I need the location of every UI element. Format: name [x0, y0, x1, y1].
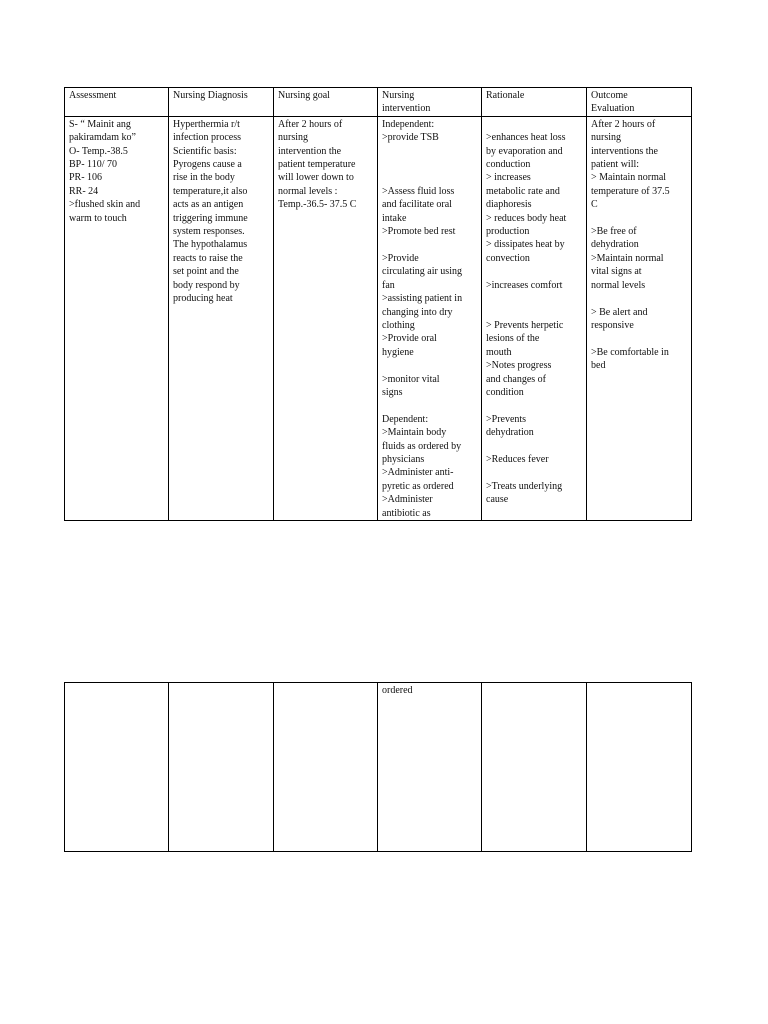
cell-text-line: dehydration	[486, 427, 534, 439]
cell-text-line: condition	[486, 386, 524, 398]
cell-text-line: fluids as ordered by	[382, 440, 462, 452]
cell-text-line: >Be comfortable in	[591, 346, 669, 358]
cell-text-line: system responses.	[173, 226, 245, 238]
cell-text-line: After 2 hours of	[278, 118, 343, 130]
cell-text-line: PR- 106	[69, 172, 103, 184]
cell-text-line: >Assess fluid loss	[382, 185, 455, 197]
cell-text-line: >Provide oral	[382, 333, 437, 345]
cell-text-line: > Maintain normal	[591, 172, 667, 184]
cell-text-line: mouth	[486, 346, 512, 358]
cell-text-line: pyretic as ordered	[382, 480, 454, 492]
cell-text-line: temperature,it also	[173, 185, 248, 197]
cell-text-line: hygiene	[382, 346, 414, 358]
cell-text-line	[591, 292, 687, 305]
cell-text-line	[591, 212, 687, 225]
cell-text-line: >Be free of	[591, 226, 637, 238]
cell-text-line: dehydration	[591, 239, 639, 251]
cell-text-line: infection process	[173, 132, 242, 144]
cell-text-line: patient will:	[591, 159, 640, 171]
header-nursing-goal: Nursing goal	[274, 88, 378, 117]
cell-text-line: >Treats underlying	[486, 480, 563, 492]
header-nursing-diagnosis: Nursing Diagnosis	[169, 88, 274, 117]
nursing-goal-cell	[274, 683, 378, 852]
cell-text-line: >Administer	[382, 494, 433, 506]
cell-text-line: > increases	[486, 172, 531, 184]
nursing-diagnosis-cell	[169, 683, 274, 852]
nursing-care-plan-continuation-table	[64, 682, 692, 852]
cell-text-line: clothing	[382, 319, 415, 331]
cell-text-line: BP- 110/ 70	[69, 159, 117, 171]
cell-text-line: will lower down to	[278, 172, 354, 184]
cell-text-line: >monitor vital	[382, 373, 440, 385]
cell-text-line: Pyrogens cause a	[173, 159, 242, 171]
nursing-care-plan-table	[64, 87, 692, 521]
cell-text-line: > Be alert and	[591, 306, 648, 318]
cell-text-line: >Maintain normal	[591, 252, 664, 264]
cell-text-line: producing heat	[173, 293, 233, 305]
cell-text-line: conduction	[486, 159, 531, 171]
cell-text-line: lesions of the	[486, 333, 540, 345]
cell-text-line: Temp.-36.5- 37.5 C	[278, 199, 357, 211]
cell-text-line: body respond by	[173, 279, 240, 291]
cell-text-line: >provide TSB	[382, 132, 439, 144]
cell-text-line: acts as an antigen	[173, 199, 244, 211]
cell-text-line: signs	[382, 386, 403, 398]
cell-text-line	[382, 171, 477, 184]
header-row	[65, 88, 692, 117]
cell-text-line: > Prevents herpetic	[486, 319, 564, 331]
cell-text-line: >Provide	[382, 252, 419, 264]
cell-text-line: cause	[486, 494, 509, 506]
cell-text-line: C	[591, 199, 598, 211]
cell-text-line: The hypothalamus	[173, 239, 248, 251]
cell-text-line: Scientific basis:	[173, 145, 237, 157]
nursing-intervention-cell	[378, 116, 482, 520]
rationale-cell	[482, 683, 587, 852]
cell-text-line: normal levels :	[278, 185, 338, 197]
cell-text-line: Hyperthermia r/t	[173, 118, 240, 130]
cell-text-line	[591, 332, 687, 345]
cell-text-line: changing into dry	[382, 306, 453, 318]
cell-text-line: ordered	[382, 685, 413, 696]
cell-text-line: >assisting patient in	[382, 293, 463, 305]
cell-text-line: RR- 24	[69, 185, 99, 197]
table-row	[65, 116, 692, 520]
cell-text-line: temperature of 37.5	[591, 185, 670, 197]
cell-text-line: >Maintain body	[382, 427, 447, 439]
cell-text-line	[382, 158, 477, 171]
cell-text-line	[486, 466, 582, 479]
table-row	[65, 683, 692, 852]
cell-text-line: S- “ Mainit ang	[69, 118, 131, 130]
cell-text-line: convection	[486, 252, 530, 264]
cell-text-line: Independent:	[382, 118, 435, 130]
cell-text-line: physicians	[382, 453, 425, 465]
cell-text-line: Dependent:	[382, 413, 429, 425]
assessment-cell	[65, 683, 169, 852]
cell-text-line	[486, 399, 582, 412]
cell-text-line: and changes of	[486, 373, 546, 385]
cell-text-line: metabolic rate and	[486, 185, 560, 197]
cell-text-line: >Prevents	[486, 413, 527, 425]
cell-text-line: > reduces body heat	[486, 212, 567, 224]
cell-text-line: nursing	[278, 132, 308, 144]
cell-text-line: diaphoresis	[486, 199, 532, 211]
cell-text-line: circulating air using	[382, 266, 462, 278]
cell-text-line: reacts to raise the	[173, 252, 243, 264]
cell-text-line: O- Temp.-38.5	[69, 145, 128, 157]
rationale-cell	[482, 116, 587, 520]
cell-text-line	[382, 145, 477, 158]
cell-text-line	[486, 265, 582, 278]
cell-text-line: set point and the	[173, 266, 239, 278]
cell-text-line: patient temperature	[278, 159, 356, 171]
cell-text-line: and facilitate oral	[382, 199, 452, 211]
nursing-goal-cell	[274, 116, 378, 520]
cell-text-line: rise in the body	[173, 172, 235, 184]
cell-text-line: warm to touch	[69, 212, 127, 224]
cell-text-line: vital signs at	[591, 266, 642, 278]
cell-text-line: antibiotic as	[382, 507, 431, 519]
cell-text-line: >Promote bed rest	[382, 226, 456, 238]
header-rationale: Rationale	[482, 88, 587, 117]
nursing-intervention-cell	[378, 683, 482, 852]
cell-text-line: intervention the	[278, 145, 342, 157]
outcome-evaluation-cell	[587, 683, 692, 852]
cell-text-line: fan	[382, 279, 395, 291]
cell-text-line: triggering immune	[173, 212, 248, 224]
cell-text-line: normal levels	[591, 279, 646, 291]
cell-text-line: pakiramdam ko”	[69, 132, 136, 144]
cell-text-line: by evaporation and	[486, 145, 563, 157]
outcome-evaluation-cell	[587, 116, 692, 520]
cell-text-line	[382, 359, 477, 372]
cell-text-line: >Notes progress	[486, 360, 552, 372]
assessment-cell	[65, 116, 169, 520]
cell-text-line: >increases comfort	[486, 279, 563, 291]
cell-text-line	[486, 306, 582, 319]
cell-text-line: >enhances heat loss	[486, 132, 566, 144]
cell-text-line: >flushed skin and	[69, 199, 141, 211]
cell-text-line: >Administer anti-	[382, 467, 454, 479]
cell-text-line: responsive	[591, 319, 634, 331]
cell-text-line: > dissipates heat by	[486, 239, 565, 251]
cell-text-line: intake	[382, 212, 407, 224]
cell-text-line: >Reduces fever	[486, 453, 549, 465]
cell-text-line: production	[486, 226, 530, 238]
cell-text-line: After 2 hours of	[591, 118, 656, 130]
header-outcome-evaluation: Outcome Evaluation	[587, 88, 692, 117]
cell-text-line	[382, 399, 477, 412]
cell-text-line: nursing	[591, 132, 621, 144]
cell-text-line	[382, 238, 477, 251]
header-nursing-intervention: Nursing intervention	[378, 88, 482, 117]
cell-text-line	[486, 292, 582, 305]
cell-text-line	[486, 440, 582, 453]
cell-text-line	[486, 118, 582, 131]
nursing-diagnosis-cell	[169, 116, 274, 520]
header-assessment: Assessment	[65, 88, 169, 117]
cell-text-line: interventions the	[591, 145, 658, 157]
cell-text-line: bed	[591, 360, 606, 372]
